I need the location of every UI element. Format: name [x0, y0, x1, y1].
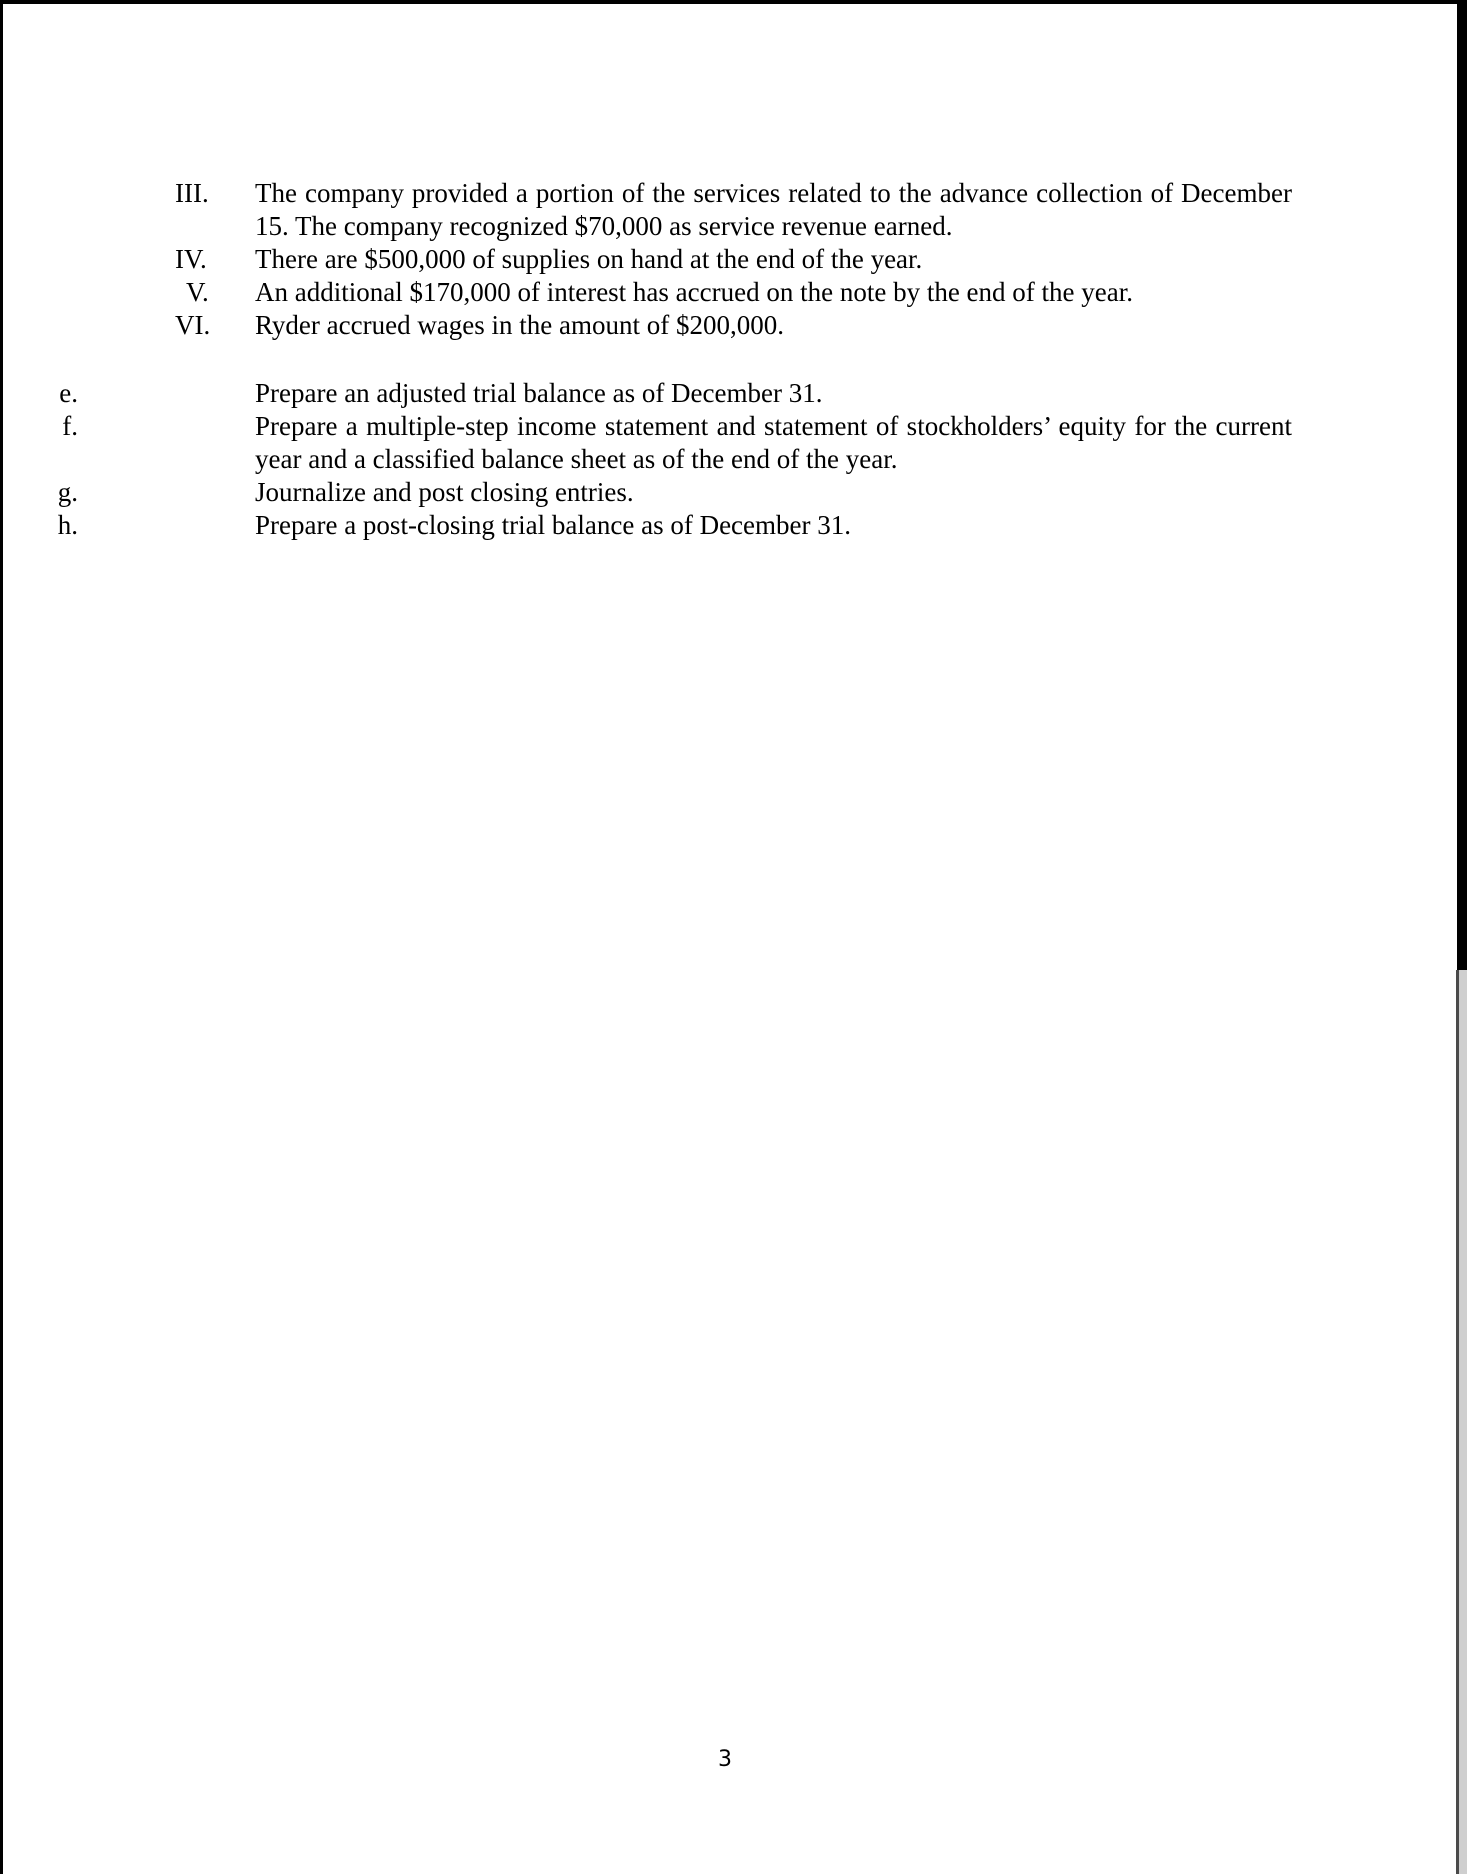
- item-marker: g.: [57, 477, 78, 507]
- left-border: [0, 0, 3, 1874]
- list-item: [3, 276, 1292, 309]
- item-marker: V.: [186, 277, 209, 307]
- list-item: [3, 509, 1292, 542]
- list-item: [3, 243, 1292, 276]
- top-border: [0, 0, 1467, 4]
- item-text: The company provided a portion of the services related to the advance collection of December 15. The company recognized $70,000 as service revenue earned.: [255, 178, 1292, 241]
- item-text: There are $500,000 of supplies on hand at the end of the year.: [255, 244, 923, 274]
- item-text: Prepare an adjusted trial balance as of December 31.: [255, 378, 823, 408]
- item-marker: f.: [62, 411, 78, 441]
- item-text: Prepare a post-closing trial balance as of December 31.: [255, 510, 852, 540]
- list-item: [3, 410, 1292, 476]
- item-marker: h.: [57, 510, 78, 540]
- item-marker: III.: [175, 178, 209, 208]
- item-marker: e.: [59, 378, 78, 408]
- list-item: [3, 177, 1292, 243]
- item-text: An additional $170,000 of interest has accrued on the note by the end of the year.: [255, 277, 1133, 307]
- item-marker: VI.: [175, 310, 211, 340]
- list-item: [3, 377, 1292, 410]
- document-page: [3, 4, 1447, 1874]
- item-text: Journalize and post closing entries.: [255, 477, 634, 507]
- item-text: Ryder accrued wages in the amount of $200,000.: [255, 310, 785, 340]
- list-item: [3, 476, 1292, 509]
- requirements-list: [3, 377, 1447, 542]
- list-item: [3, 309, 1292, 342]
- item-text: Prepare a multiple-step income statement and statement of stockholders’ equity for the current year and a classified balance sheet as of the end of the year.: [255, 411, 1292, 474]
- item-marker: IV.: [175, 244, 207, 274]
- page-number: 3: [718, 1747, 732, 1772]
- adjustments-list: [3, 177, 1447, 342]
- scrollbar-thumb[interactable]: [1456, 970, 1459, 1874]
